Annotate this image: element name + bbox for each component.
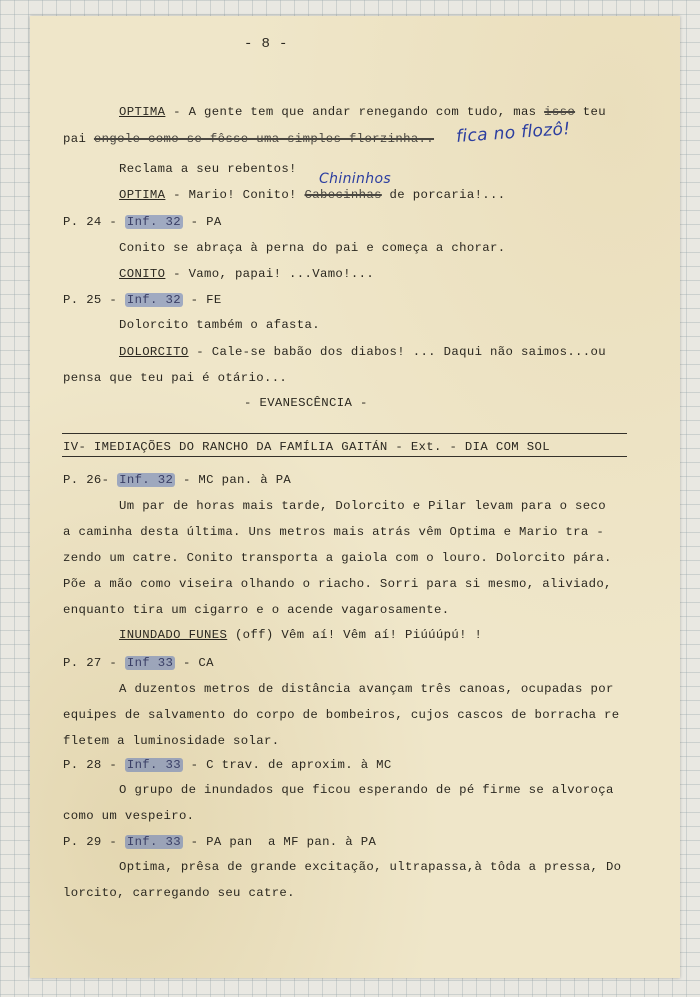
action-text: fletem a luminosidade solar. bbox=[63, 734, 280, 748]
dialogue-text: - A gente tem que andar renegando com tudo, mas bbox=[165, 105, 545, 119]
dialogue-text: teu bbox=[575, 105, 606, 119]
inf-marker: Inf. 33 bbox=[126, 758, 181, 772]
shot-label: P. 27 - bbox=[63, 656, 125, 670]
shot-heading bbox=[63, 293, 222, 308]
dialogue-text: pai bbox=[63, 132, 94, 146]
action-text: O grupo de inundados que ficou esperando de pé firme se alvoroça bbox=[119, 783, 614, 797]
action-text: zendo um catre. Conito transporta a gaiola com o louro. Dolorcito pára. bbox=[63, 551, 612, 565]
speaker-name: INUNDADO FUNES bbox=[119, 628, 228, 642]
dialogue-text: - Mario! Conito! bbox=[165, 188, 305, 202]
action-text: lorcito, carregando seu catre. bbox=[63, 886, 295, 900]
action-text: equipes de salvamento do corpo de bombeiros, cujos cascos de borracha re bbox=[63, 708, 620, 722]
dialogue-line: Reclama a seu rebentos! bbox=[119, 162, 297, 176]
shot-heading bbox=[63, 215, 222, 230]
shot-label: P. 28 - bbox=[63, 758, 125, 772]
dialogue-line bbox=[63, 132, 434, 147]
shot-heading bbox=[63, 656, 214, 671]
handwritten-correction: Chininhos bbox=[319, 171, 392, 187]
scene-heading: IV- IMEDIAÇÕES DO RANCHO DA FAMÍLIA GAITÁN - Ext. - DIA COM SOL bbox=[63, 440, 550, 454]
script-page bbox=[30, 16, 680, 978]
struck-text: isso bbox=[544, 105, 576, 119]
shot-label: P. 29 - bbox=[63, 835, 125, 849]
dialogue-line bbox=[119, 267, 374, 282]
shot-type: - PA bbox=[182, 215, 222, 229]
shot-type: - C trav. de aproxim. à MC bbox=[182, 758, 392, 772]
speaker-name: OPTIMA bbox=[119, 188, 166, 202]
action-text: como um vespeiro. bbox=[63, 809, 195, 823]
shot-type: - MC pan. à PA bbox=[175, 473, 292, 487]
inf-marker: Inf 33 bbox=[126, 656, 174, 670]
shot-type: - PA pan a MF pan. à PA bbox=[182, 835, 377, 849]
inf-marker: Inf. 32 bbox=[126, 293, 181, 307]
shot-heading bbox=[63, 758, 392, 773]
page-number: - 8 - bbox=[244, 36, 288, 52]
action-text: Põe a mão como viseira olhando o riacho. Sorri para si mesmo, aliviado, bbox=[63, 577, 612, 591]
inf-marker: Inf. 32 bbox=[126, 215, 181, 229]
action-text: Um par de horas mais tarde, Dolorcito e Pilar levam para o seco bbox=[119, 499, 606, 513]
action-text: Dolorcito também o afasta. bbox=[119, 318, 320, 332]
speaker-name: OPTIMA bbox=[119, 105, 166, 119]
shot-label: P. 26- bbox=[63, 473, 118, 487]
shot-label: P. 25 - bbox=[63, 293, 125, 307]
dialogue-text: (off) Vêm aí! Vêm aí! Piúúúpú! ! bbox=[227, 628, 483, 642]
dialogue-line bbox=[119, 628, 482, 643]
action-text: a caminha desta última. Uns metros mais atrás vêm Optima e Mario tra - bbox=[63, 525, 605, 539]
shot-heading bbox=[63, 835, 376, 850]
rule-line bbox=[62, 456, 627, 457]
rule-line bbox=[62, 433, 627, 434]
action-text: A duzentos metros de distância avançam três canoas, ocupadas por bbox=[119, 682, 614, 696]
dialogue-line bbox=[119, 345, 606, 360]
transition: - EVANESCÊNCIA - bbox=[244, 396, 368, 410]
handwritten-correction: fica no flozô! bbox=[455, 119, 572, 147]
dialogue-text: - Vamo, papai! ...Vamo!... bbox=[165, 267, 375, 281]
inf-marker: Inf. 33 bbox=[126, 835, 181, 849]
shot-heading bbox=[63, 473, 291, 488]
action-text: enquanto tira um cigarro e o acende vagarosamente. bbox=[63, 603, 450, 617]
shot-label: P. 24 - bbox=[63, 215, 125, 229]
shot-type: - CA bbox=[175, 656, 214, 670]
shot-type: - FE bbox=[182, 293, 222, 307]
speaker-name: DOLORCITO bbox=[119, 345, 189, 359]
action-text: Conito se abraça à perna do pai e começa a chorar. bbox=[119, 241, 506, 255]
struck-text: Cabecinhas bbox=[304, 188, 382, 202]
dialogue-line bbox=[119, 105, 606, 120]
dialogue-text: de porcaria!... bbox=[381, 188, 506, 202]
inf-marker: Inf. 32 bbox=[119, 473, 174, 487]
dialogue-line bbox=[119, 188, 506, 203]
speaker-name: CONITO bbox=[119, 267, 166, 281]
action-text: Optima, prêsa de grande excitação, ultrapassa,à tôda a pressa, Do bbox=[119, 860, 622, 874]
dialogue-text: pensa que teu pai é otário... bbox=[63, 371, 288, 385]
struck-text: engole como se fôsse uma simples florzinha.. bbox=[93, 132, 435, 146]
dialogue-text: - Cale-se babão dos diabos! ... Daqui não saimos...ou bbox=[188, 345, 606, 359]
